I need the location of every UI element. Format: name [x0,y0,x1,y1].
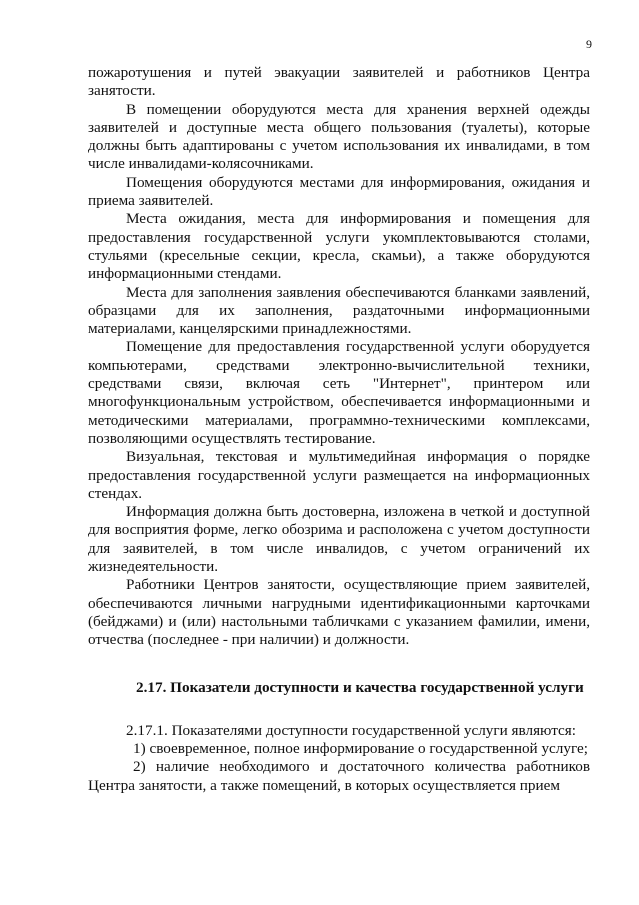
section-heading: 2.17. Показатели доступности и качества государственной услуги [136,678,584,696]
paragraph-8: Информация должна быть достоверна, изложена в четкой и доступной для восприятия форме, легко обозрима и расположена с учетом доступности для заявителей, в том числе инвалидов, с учетом ограничений их жизнедеятельности. [88,503,590,576]
document-body [88,64,590,795]
paragraph-3: Помещения оборудуются местами для информирования, ожидания и приема заявителей. [88,173,590,210]
paragraph-4: Места ожидания, места для информирования и помещения для предоставления государственной услуги укомплектовываются столами, стульями (кресельные секции, кресла, скамьи), а также оборудуются информационными стендами. [88,210,590,283]
list-item-1: 1) своевременное, полное информирование о государственной услуге; [133,740,588,758]
paragraph-9: Работники Центров занятости, осуществляющие прием заявителей, обеспечиваются личными нагрудными идентификационными карточками (бейджами) и (или) настольными табличками с указанием фамилии, имени, отчества (последнее - при наличии) и должности. [88,576,590,649]
paragraph-2: В помещении оборудуются места для хранения верхней одежды заявителей и доступные места общего пользования (туалеты), которые должны быть адаптированы с учетом использования их инвалидами, в том числе инвалидами-колясочниками. [88,100,590,173]
paragraph-6: Помещение для предоставления государственной услуги оборудуется компьютерами, средствами электронно-вычислительной техники, средствами связи, включая сеть "Интернет", принтером или многофункциональным устройством, обеспечивается информационными и методическими материалами, программно-техническими комплексами, позволяющими осуществлять тестирование. [88,338,590,447]
list-item-2: 2) наличие необходимого и достаточного количества работников Центра занятости, а также помещений, в которых осуществляется прием [88,758,590,794]
page-number: 9 [586,37,592,51]
paragraph-1: пожаротушения и путей эвакуации заявителей и работников Центра занятости. [88,64,590,100]
section-intro: 2.17.1. Показателями доступности государственной услуги являются: [126,721,576,739]
paragraph-7: Визуальная, текстовая и мультимедийная информация о порядке предоставления государственной услуги размещается на информационных стендах. [88,448,590,502]
paragraph-5: Места для заполнения заявления обеспечиваются бланками заявлений, образцами для их заполнения, раздаточными информационными материалами, канцелярскими принадлежностями. [88,283,590,338]
